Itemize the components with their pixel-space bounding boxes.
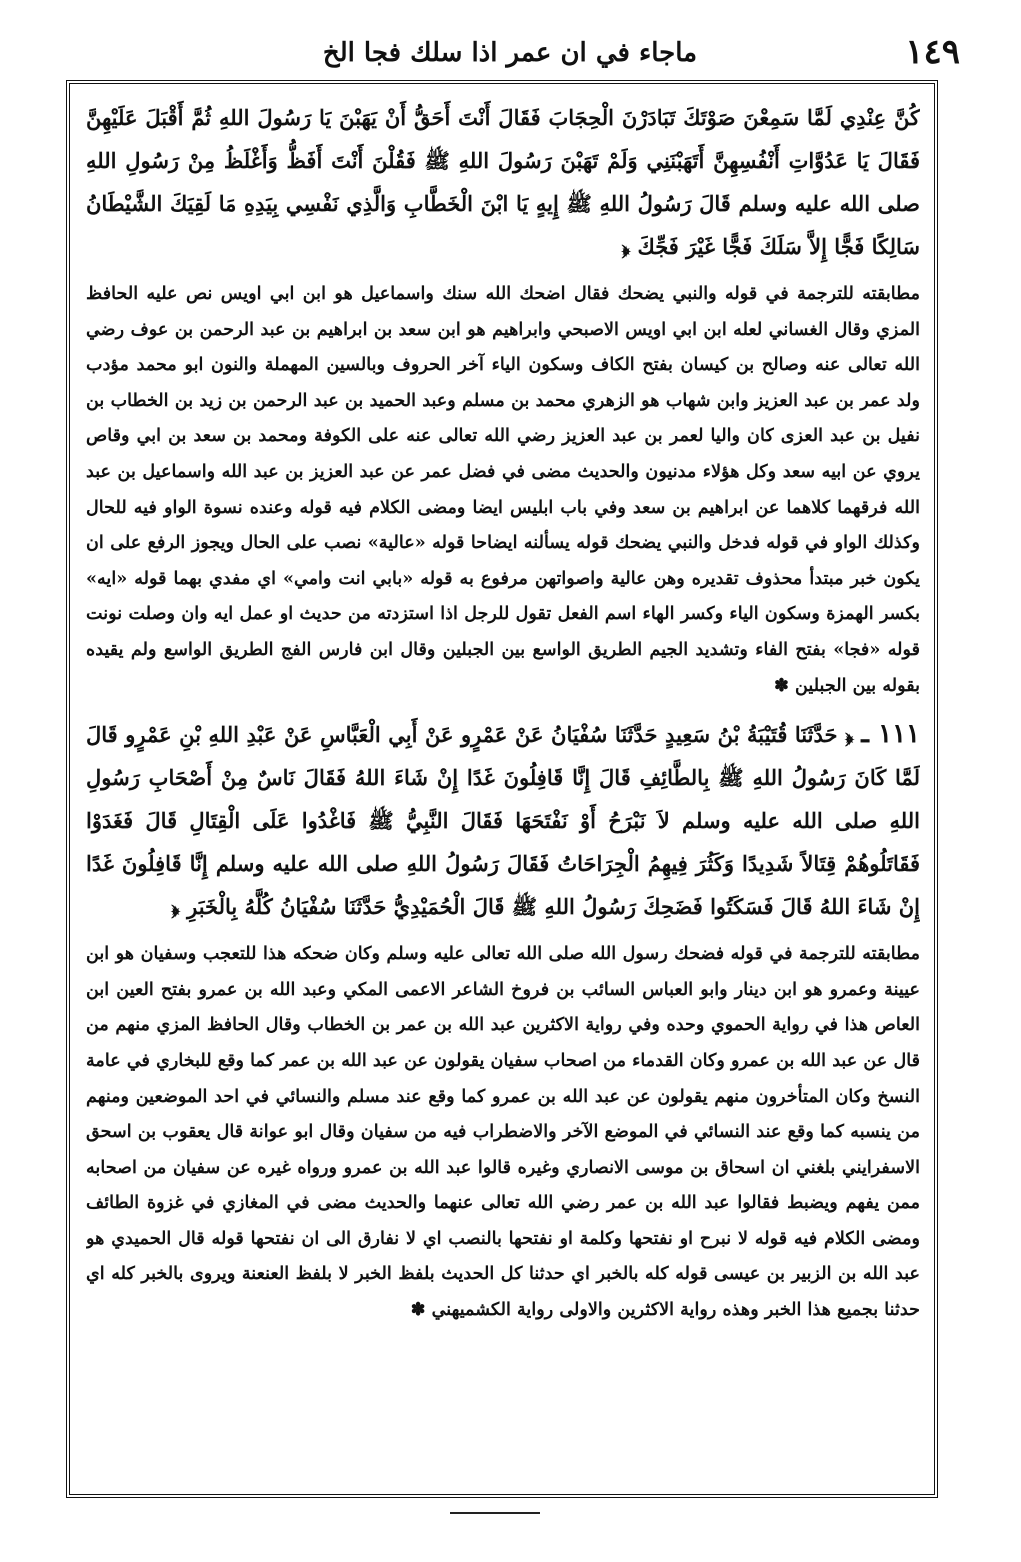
text-body xyxy=(86,96,920,1492)
hadith-number: ١١١ ـ xyxy=(861,719,920,750)
commentary-paragraph: مطابقته للترجمة في قوله والنبي يضحك فقال اضحك الله سنك واسماعيل هو ابن ابي اويس نص عليه الحافظ المزي وقال الغساني لعله ابن ابي اويس الاصبحي وابراهيم هو ابن سعد بن ابراهيم بن عبد الرحمن بن عوف رضي الله تعالى عنه وصالح بن كيسان بفتح الكاف وسكون الياء آخر الحروف وبالسين المهملة والنون ابو محمد مؤدب ولد عمر بن عبد العزيز وابن شهاب هو الزهري محمد بن مسلم وعبد الحميد بن عبد الرحمن بن زيد بن الخطاب بن نفيل بن عبد العزى كان واليا لعمر بن عبد العزيز رضي الله تعالى عنه على الكوفة ومحمد بن سعد بن ابي وقاص يروي عن ابيه سعد وكل هؤلاء مدنيون والحديث مضى في فضل عمر عن عبد العزيز بن عبد الله واسماعيل بن عبد الله فرقهما كلاهما عن ابراهيم بن سعد وفي باب ابليس ايضا ومضى الكلام فيه قوله وعنده نسوة الواو فيه للحال وكذلك الواو في قوله فدخل والنبي يضحك قوله يسألنه ايضاحا قوله «عالية» نصب على الحال ويجوز الرفع على ان يكون خبر مبتدأ محذوف تقديره وهن عالية واصواتهن مرفوع به قوله «بابي انت وامي» اي مفدي بهما قوله «ايه» بكسر الهمزة وسكون الياء وكسر الهاء اسم الفعل تقول للرجل اذا استزدته من حديث او عمل ايه وان وصلت نونت قوله «فجا» بفتح الفاء وتشديد الجيم الطريق الواسع بين الجبلين وقال ابن فارس الفج الطريق الواسع ولم يقيده بقوله بين الجبلين ✽ xyxy=(86,283,920,696)
footer-rule xyxy=(450,1512,540,1514)
page-number: ١٤٩ xyxy=(905,32,960,72)
running-title: ماجاء في ان عمر اذا سلك فجا الخ xyxy=(322,38,698,68)
hadith-text: ﴿ حَدَّثَنَا قُتَيْبَةُ بْنُ سَعِيدٍ حَدَّثَنَا سُفْيَانُ عَنْ عَمْرٍو عَنْ أَبِي الْعَبَّاسِ عَنْ عَبْدِ اللهِ بْنِ عَمْرٍو قَالَ لَمَّا كَانَ رَسُولُ اللهِ ﷺ بِالطَّائِفِ قَالَ إِنَّا قَافِلُونَ غَدًا إِنْ شَاءَ اللهُ فَقَالَ نَاسٌ مِنْ أَصْحَابِ رَسُولِ اللهِ صلى الله عليه وسلم لاَ نَبْرَحُ أَوْ نَفْتَحَهَا فَقَالَ النَّبِيُّ ﷺ فَاغْدُوا عَلَى الْقِتَالِ قَالَ فَغَدَوْا فَقَاتَلُوهُمْ قِتَالاً شَدِيدًا وَكَثُرَ فِيهِمُ الْجِرَاحَاتُ فَقَالَ رَسُولُ اللهِ صلى الله عليه وسلم إِنَّا قَافِلُونَ غَدًا إِنْ شَاءَ اللهُ قَالَ فَسَكَتُوا فَضَحِكَ رَسُولُ اللهِ ﷺ قَالَ الْحُمَيْدِيُّ حَدَّثَنَا سُفْيَانُ كُلَّهُ بِالْخَبَرِ ﴿ xyxy=(86,722,920,920)
commentary-paragraph-2: مطابقته للترجمة في قوله فضحك رسول الله صلى الله تعالى عليه وسلم وكان ضحكه هذا للتعجب وسفيان هو ابن عيينة وعمرو هو ابن دينار وابو العباس السائب بن فروخ الشاعر الاعمى المكي وعبد الله بن عمرو بفتح العين ابن العاص هذا في رواية الحموي وحده وفي رواية الاكثرين عبد الله بن عمر بن الخطاب وقال الحافظ المزي منهم من قال عن عبد الله بن عمرو وكان القدماء من اصحاب سفيان يقولون عن عبد الله بن عمر كما وقع للبخاري في عامة النسخ وكان المتأخرون منهم يقولون عن عبد الله بن عمرو كما وقع عند مسلم والنسائي في احد الموضعين ومنهم من ينسبه كما وقع عند النسائي في الموضع الآخر والاضطراب فيه من سفيان وقال ابو عوانة قال يعقوب بن اسحق الاسفرايني بلغني ان اسحاق بن موسى الانصاري وغيره قالوا عبد الله بن عمرو ورواه غيره عن سفيان من اصحابه ممن يفهم ويضبط فقالوا عبد الله بن عمر رضي الله تعالى عنهما والحديث مضى في المغازي في غزوة الطائف ومضى الكلام فيه قوله لا نبرح او نفتحها وكلمة او نفتحها بالنصب اي لا نفارق الى ان نفتحها قوله قال الحميدي هو عبد الله بن الزبير بن عيسى قوله كله بالخبر اي حدثنا كل الحديث بلفظ الخبر لا بلفظ العنعنة ويروى بالخبر كله اي حدثنا بجميع هذا الخبر وهذه رواية الاكثرين والاولى رواية الكشميهني ✽ xyxy=(86,943,920,1321)
hadith-text-continued: كُنَّ عِنْدِي لَمَّا سَمِعْنَ صَوْتَكَ تَبَادَرْنَ الْحِجَابَ فَقَالَ أَنْتَ أَحَقُّ أَنْ يَهَبْنَ يَا رَسُولَ اللهِ ثُمَّ أَقْبَلَ عَلَيْهِنَّ فَقَالَ يَا عَدُوَّاتِ أَنْفُسِهِنَّ أَتَهَبْنَنِي وَلَمْ تَهَبْنَ رَسُولَ اللهِ ﷺ فَقُلْنَ أَنْتَ أَفَظُّ وَأَغْلَظُ مِنْ رَسُولِ اللهِ صلى الله عليه وسلم قَالَ رَسُولُ اللهِ ﷺ إِيهٍ يَا ابْنَ الْخَطَّابِ وَالَّذِي نَفْسِي بِيَدِهِ مَا لَقِيَكَ الشَّيْطَانُ سَالِكًا فَجًّا إِلاَّ سَلَكَ فَجًّا غَيْرَ فَجِّكَ ﴿ xyxy=(86,105,920,259)
hadith-entry xyxy=(86,713,920,928)
